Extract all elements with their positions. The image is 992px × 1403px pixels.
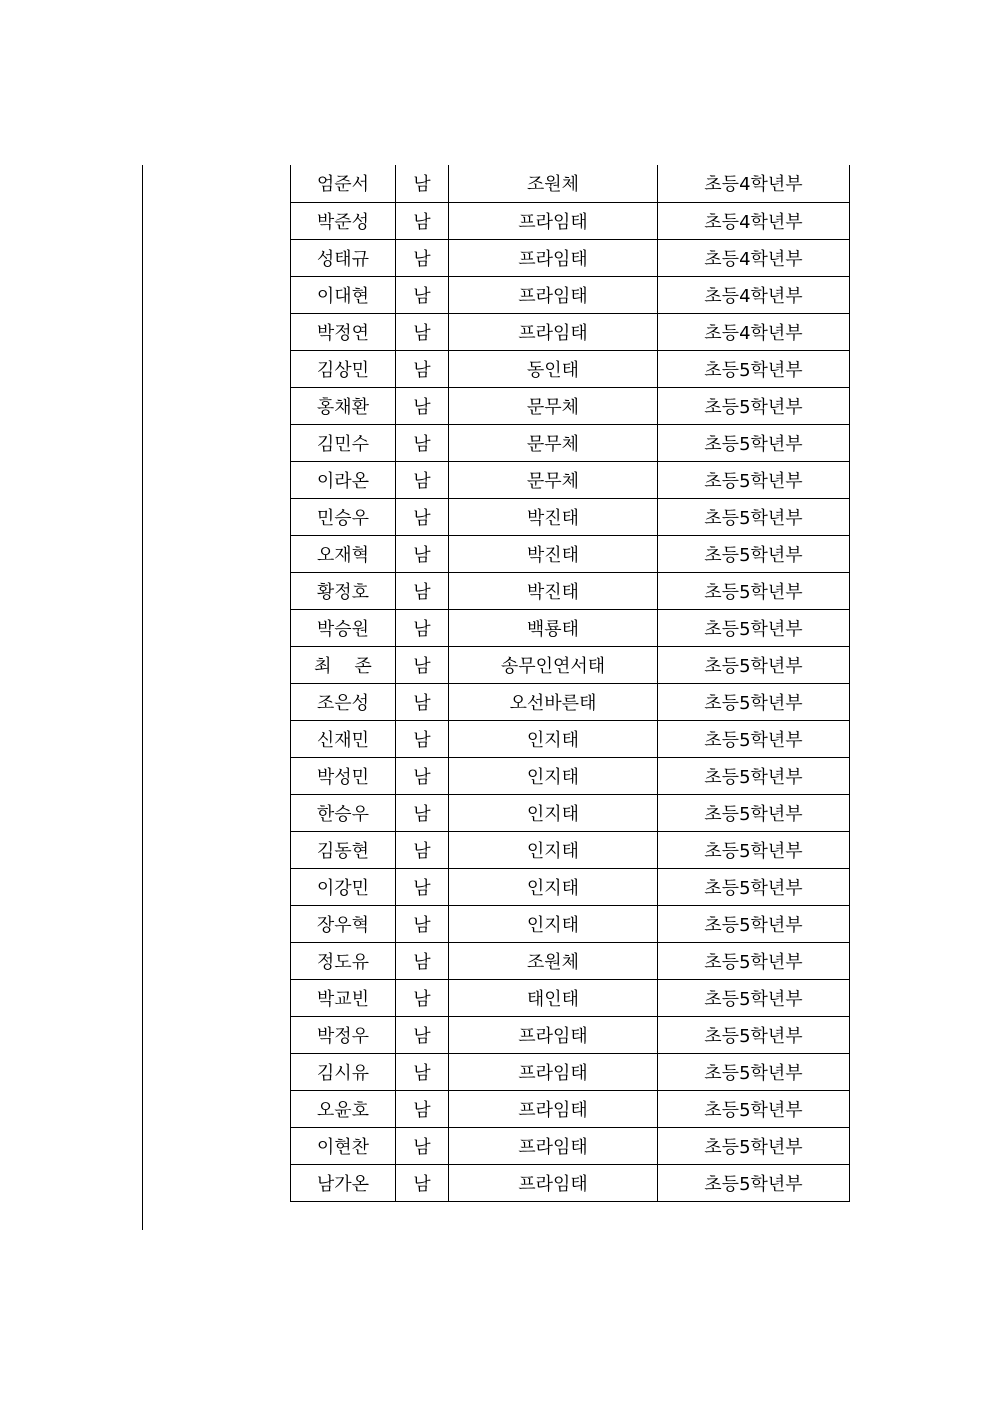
gender-cell: 남 [396,683,449,720]
gender-cell: 남 [396,313,449,350]
division-cell: 초등4학년부 [658,165,850,202]
name-cell: 박준성 [291,202,396,239]
gym-cell: 박진태 [449,535,658,572]
gym-cell: 인지태 [449,757,658,794]
division-cell: 초등5학년부 [658,720,850,757]
table-row [291,1090,850,1127]
name-cell: 박성민 [291,757,396,794]
table-row [291,498,850,535]
table-row [291,424,850,461]
table-row [291,1127,850,1164]
table-row [291,313,850,350]
gym-cell: 프라임태 [449,1016,658,1053]
table-row [291,239,850,276]
gym-cell: 인지태 [449,794,658,831]
table-row [291,757,850,794]
name-cell: 황정호 [291,572,396,609]
name-cell: 이라온 [291,461,396,498]
name-cell: 김동현 [291,831,396,868]
table-row [291,646,850,683]
division-cell: 초등5학년부 [658,1090,850,1127]
gym-cell: 문무체 [449,461,658,498]
name-cell: 박정연 [291,313,396,350]
division-cell: 초등5학년부 [658,683,850,720]
gender-cell: 남 [396,831,449,868]
gender-cell: 남 [396,239,449,276]
division-cell: 초등5학년부 [658,831,850,868]
table-row [291,350,850,387]
division-cell: 초등5학년부 [658,535,850,572]
table-row [291,905,850,942]
gender-cell: 남 [396,202,449,239]
name-cell: 박승원 [291,609,396,646]
gender-cell: 남 [396,646,449,683]
gender-cell: 남 [396,942,449,979]
name-cell: 민승우 [291,498,396,535]
table-row [291,276,850,313]
name-cell: 조은성 [291,683,396,720]
gender-cell: 남 [396,868,449,905]
division-cell: 초등5학년부 [658,572,850,609]
division-cell: 초등5학년부 [658,498,850,535]
division-cell: 초등5학년부 [658,979,850,1016]
gender-cell: 남 [396,424,449,461]
gym-cell: 태인태 [449,979,658,1016]
gender-cell: 남 [396,609,449,646]
name-cell: 이현찬 [291,1127,396,1164]
gym-cell: 문무체 [449,387,658,424]
table-row [291,202,850,239]
division-cell: 초등5학년부 [658,609,850,646]
gym-cell: 조원체 [449,165,658,202]
name-cell: 장우혁 [291,905,396,942]
division-cell: 초등5학년부 [658,1127,850,1164]
left-border-line [142,165,143,1230]
name-cell: 홍채환 [291,387,396,424]
gender-cell: 남 [396,572,449,609]
division-cell: 초등5학년부 [658,1053,850,1090]
name-cell: 한승우 [291,794,396,831]
division-cell: 초등4학년부 [658,239,850,276]
name-cell: 엄준서 [291,165,396,202]
roster-table [290,165,850,1202]
gym-cell: 동인태 [449,350,658,387]
name-cell: 김시유 [291,1053,396,1090]
gender-cell: 남 [396,1164,449,1201]
gym-cell: 박진태 [449,498,658,535]
table-row [291,794,850,831]
gym-cell: 프라임태 [449,1164,658,1201]
gym-cell: 프라임태 [449,239,658,276]
gym-cell: 프라임태 [449,1053,658,1090]
table-row [291,831,850,868]
name-cell: 김민수 [291,424,396,461]
name-cell: 정도유 [291,942,396,979]
gender-cell: 남 [396,276,449,313]
division-cell: 초등5학년부 [658,1016,850,1053]
name-cell: 성태규 [291,239,396,276]
division-cell: 초등4학년부 [658,313,850,350]
division-cell: 초등5학년부 [658,646,850,683]
table-row [291,1164,850,1201]
table-row [291,1053,850,1090]
gym-cell: 박진태 [449,572,658,609]
name-cell: 이대현 [291,276,396,313]
gender-cell: 남 [396,905,449,942]
gym-cell: 프라임태 [449,313,658,350]
table-row [291,942,850,979]
table-row [291,868,850,905]
table-row [291,1016,850,1053]
division-cell: 초등4학년부 [658,276,850,313]
division-cell: 초등5학년부 [658,794,850,831]
division-cell: 초등5학년부 [658,868,850,905]
name-cell: 남가온 [291,1164,396,1201]
roster-body [291,165,850,1201]
name-cell: 최 존 [291,646,396,683]
division-cell: 초등5학년부 [658,387,850,424]
gym-cell: 오선바른태 [449,683,658,720]
gender-cell: 남 [396,461,449,498]
division-cell: 초등4학년부 [658,202,850,239]
gym-cell: 인지태 [449,905,658,942]
gender-cell: 남 [396,350,449,387]
gender-cell: 남 [396,794,449,831]
division-cell: 초등5학년부 [658,461,850,498]
division-cell: 초등5학년부 [658,942,850,979]
table-row [291,609,850,646]
gender-cell: 남 [396,1090,449,1127]
gender-cell: 남 [396,757,449,794]
name-cell: 김상민 [291,350,396,387]
table-row [291,683,850,720]
division-cell: 초등5학년부 [658,424,850,461]
gender-cell: 남 [396,165,449,202]
table-row [291,461,850,498]
gender-cell: 남 [396,535,449,572]
gym-cell: 인지태 [449,720,658,757]
gender-cell: 남 [396,720,449,757]
table-row [291,165,850,202]
table-row [291,720,850,757]
gym-cell: 프라임태 [449,1127,658,1164]
gym-cell: 문무체 [449,424,658,461]
table-row [291,535,850,572]
gym-cell: 인지태 [449,868,658,905]
gender-cell: 남 [396,387,449,424]
table-row [291,387,850,424]
gender-cell: 남 [396,1053,449,1090]
gym-cell: 백룡태 [449,609,658,646]
gender-cell: 남 [396,498,449,535]
gym-cell: 인지태 [449,831,658,868]
gym-cell: 조원체 [449,942,658,979]
division-cell: 초등5학년부 [658,1164,850,1201]
table-row [291,572,850,609]
division-cell: 초등5학년부 [658,905,850,942]
name-cell: 오윤호 [291,1090,396,1127]
name-cell: 신재민 [291,720,396,757]
name-cell: 오재혁 [291,535,396,572]
name-cell: 박교빈 [291,979,396,1016]
gender-cell: 남 [396,1016,449,1053]
gender-cell: 남 [396,979,449,1016]
name-cell: 박정우 [291,1016,396,1053]
division-cell: 초등5학년부 [658,757,850,794]
gym-cell: 송무인연서태 [449,646,658,683]
gym-cell: 프라임태 [449,276,658,313]
table-row [291,979,850,1016]
division-cell: 초등5학년부 [658,350,850,387]
gender-cell: 남 [396,1127,449,1164]
gym-cell: 프라임태 [449,1090,658,1127]
name-cell: 이강민 [291,868,396,905]
gym-cell: 프라임태 [449,202,658,239]
